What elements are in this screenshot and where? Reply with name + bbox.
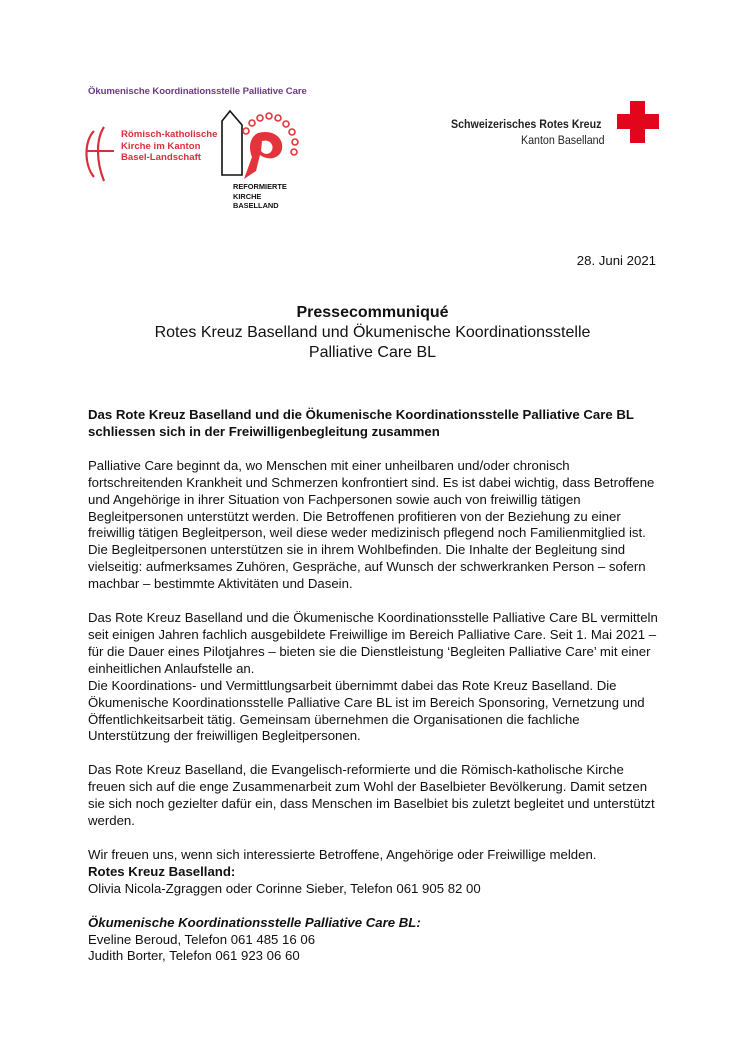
lead-paragraph: Das Rote Kreuz Baselland und die Ökumenische Koordinationsstelle Palliative Care BL schliessen sich in der Freiwilligenbegleitung zusammen bbox=[88, 407, 634, 439]
reformed-church-name bbox=[233, 182, 287, 211]
red-cross-org-name: Schweizerisches Rotes Kreuz bbox=[451, 117, 602, 131]
document-body bbox=[88, 407, 660, 965]
page-title: Pressecommuniqué bbox=[296, 304, 449, 321]
reformed-church-logo-icon bbox=[208, 105, 304, 187]
catholic-church-line: Basel-Landschaft bbox=[121, 152, 201, 163]
catholic-church-line: Kirche im Kanton bbox=[121, 140, 201, 152]
contact-line: Olivia Nicola-Zgraggen oder Corinne Sieber, Telefon 061 905 82 00 bbox=[88, 880, 481, 896]
body-paragraph: Die Koordinations- und Vermittlungsarbeit übernimmt dabei das Rote Kreuz Baselland. Die Ökumenische Koordinationsstelle Palliative Care BL ist im Bereich Sponsoring, Vernetzung und Öffentlichkeitsarbeit tätig. Gemeinsam übernehmen die Organisationen die fachliche Unterstützung der freiwilligen Begleitpersonen. bbox=[88, 677, 645, 744]
reformed-church-line: REFORMIERTE bbox=[233, 182, 287, 191]
body-paragraph: Das Rote Kreuz Baselland und die Ökumenische Koordinationsstelle Palliative Care BL vermitteln seit einigen Jahren fachlich ausgebildete Freiwillige im Bereich Palliative Care. Seit 1. Mai 2021 – für die Dauer eines Pilotjahres – bieten sie die Dienstleistung ‘Begleiten Palliative Care’ mit einer einheitlichen Anlaufstelle an. bbox=[88, 610, 658, 676]
page-subtitle-line: Palliative Care BL bbox=[308, 344, 437, 361]
body-paragraph: Palliative Care beginnt da, wo Menschen mit einer unheilbaren und/oder chronisch fortschreitenden Krankheit und Schmerzen konfrontiert sind. Es ist dabei wichtig, dass Betroffene und Angehörige in ihrer Situation von Fachpersonen sowie auch von freiwillig tätigen Begleitpersonen unterstützt werden. Die Betroffenen profitieren von der Beziehung zu einer freiwillig tätigen Begleitperson, weil diese weder medizinisch pflegend noch Familienmitglied ist. Die Begleitpersonen unterstützen sie in ihrem Wohlbefinden. Die Inhalte der Begleitung sind vielseitig: aufmerksames Zuhören, Gespräche, auf Wunsch der schwerkranken Person – sofern machbar – bestimmte Aktivitäten und Dasein. bbox=[88, 457, 655, 592]
contact-heading-red-cross: Rotes Kreuz Baselland: bbox=[88, 863, 236, 879]
page-subtitle-line: Rotes Kreuz Baselland und Ökumenische Koordinationsstelle bbox=[154, 324, 591, 341]
red-cross-region: Kanton Baselland bbox=[521, 133, 605, 147]
title-block bbox=[88, 303, 657, 363]
body-paragraph: Wir freuen uns, wenn sich interessierte Betroffene, Angehörige oder Freiwillige melden. bbox=[88, 846, 597, 862]
catholic-church-logo-icon bbox=[80, 125, 120, 183]
document-date: 28. Juni 2021 bbox=[576, 253, 656, 268]
contact-heading-okp: Ökumenische Koordinationsstelle Palliative Care BL: bbox=[88, 914, 421, 930]
contact-line: Eveline Beroud, Telefon 061 485 16 06 bbox=[88, 931, 316, 947]
okp-logo-title: Ökumenische Koordinationsstelle Palliative Care bbox=[88, 86, 307, 97]
catholic-church-line: Römisch-katholische bbox=[121, 129, 218, 140]
reformed-church-line: BASELLAND bbox=[233, 201, 279, 211]
reformed-church-line: KIRCHE bbox=[233, 191, 262, 201]
body-paragraph: Das Rote Kreuz Baselland, die Evangelisch-reformierte und die Römisch-katholische Kirche freuen sich auf die enge Zusammenarbeit zum Wohl der Baselbieter Bevölkerung. Damit setzen sie sich noch gezielter dafür ein, dass Menschen im Baselbiet bis zuletzt begleitet und unterstützt werden. bbox=[88, 762, 655, 829]
catholic-church-name bbox=[121, 129, 218, 164]
red-cross-icon bbox=[617, 101, 659, 143]
contact-line: Judith Borter, Telefon 061 923 06 60 bbox=[88, 948, 300, 964]
